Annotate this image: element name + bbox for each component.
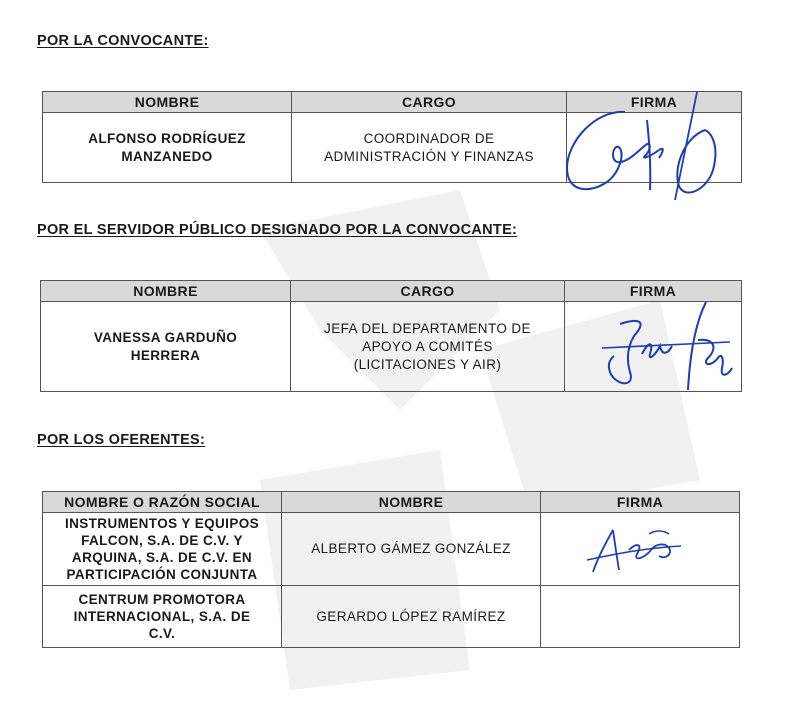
- header-nombre: NOMBRE: [43, 92, 292, 113]
- firma-cell: [541, 513, 740, 586]
- nombre-cell: ALFONSO RODRÍGUEZ MANZANEDO: [43, 113, 292, 183]
- nombre-cell: VANESSA GARDUÑO HERRERA: [41, 302, 291, 392]
- table-header-row: [43, 492, 740, 513]
- razon-social-cell: CENTRUM PROMOTORA INTERNACIONAL, S.A. DE C.V.: [43, 586, 282, 648]
- firma-cell: [541, 586, 740, 648]
- header-cargo: CARGO: [291, 281, 565, 302]
- header-nombre: NOMBRE: [41, 281, 291, 302]
- firma-cell: [567, 113, 742, 183]
- table-servidor: [40, 280, 742, 392]
- header-nombre: NOMBRE: [282, 492, 541, 513]
- table-row: [43, 113, 742, 183]
- firma-cell: [565, 302, 742, 392]
- section-title-convocante: POR LA CONVOCANTE:: [37, 33, 209, 49]
- header-razon-social: NOMBRE O RAZÓN SOCIAL: [43, 492, 282, 513]
- cargo-cell: JEFA DEL DEPARTAMENTO DE APOYO A COMITÉS (LICITACIONES Y AIR): [291, 302, 565, 392]
- section-title-servidor: POR EL SERVIDOR PÚBLICO DESIGNADO POR LA CONVOCANTE:: [37, 222, 518, 238]
- table-row: [41, 302, 742, 392]
- header-firma: FIRMA: [541, 492, 740, 513]
- table-convocante: [42, 91, 742, 183]
- table-row: [43, 586, 740, 648]
- header-firma: FIRMA: [567, 92, 742, 113]
- cargo-cell: COORDINADOR DE ADMINISTRACIÓN Y FINANZAS: [292, 113, 567, 183]
- nombre-cell: GERARDO LÓPEZ RAMÍREZ: [282, 586, 541, 648]
- header-cargo: CARGO: [292, 92, 567, 113]
- table-row: [43, 513, 740, 586]
- section-title-oferentes: POR LOS OFERENTES:: [37, 432, 206, 448]
- table-oferentes: [42, 491, 740, 648]
- razon-social-cell: INSTRUMENTOS Y EQUIPOS FALCON, S.A. DE C.V. Y ARQUINA, S.A. DE C.V. EN PARTICIPACIÓN CONJUNTA: [43, 513, 282, 586]
- table-header-row: [41, 281, 742, 302]
- header-firma: FIRMA: [565, 281, 742, 302]
- nombre-cell: ALBERTO GÁMEZ GONZÁLEZ: [282, 513, 541, 586]
- table-header-row: [43, 92, 742, 113]
